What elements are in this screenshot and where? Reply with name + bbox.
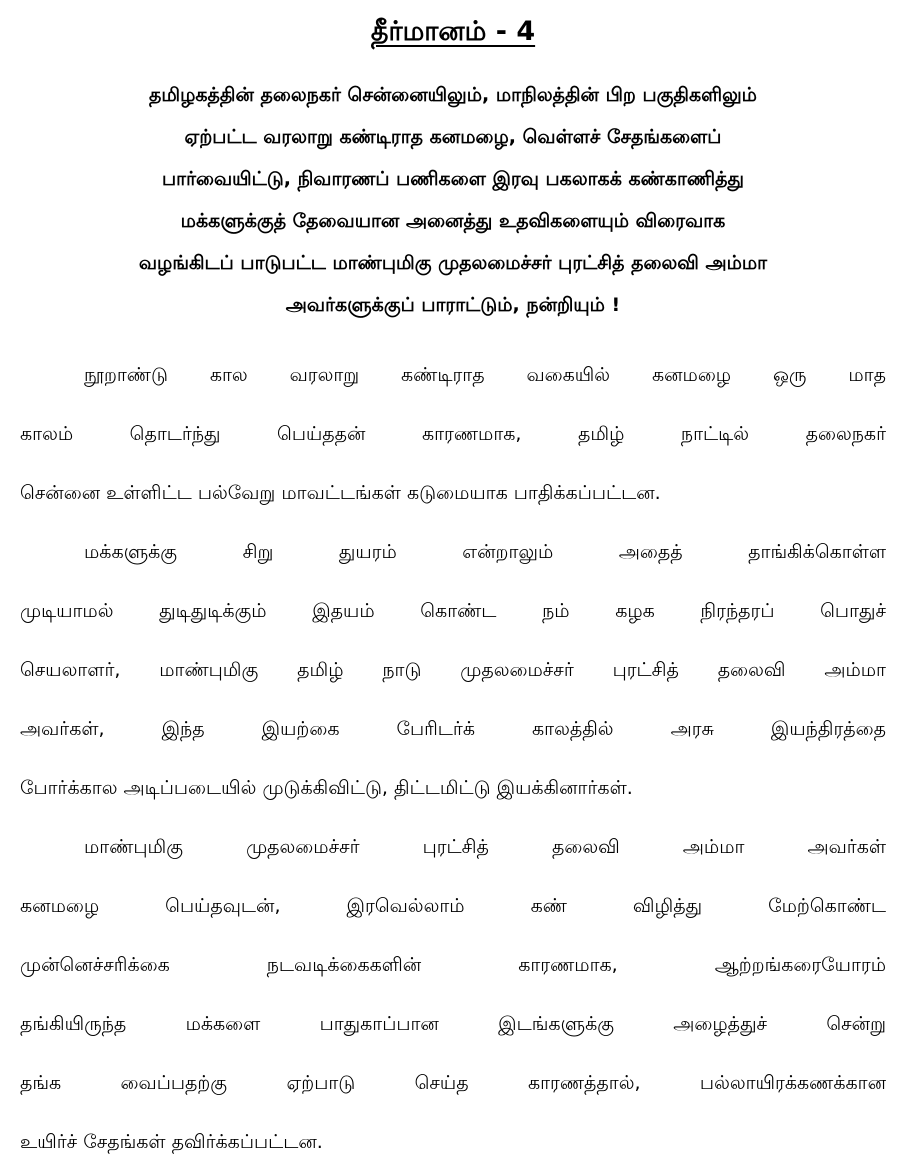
resolution-line: மக்களுக்குத் தேவையான அனைத்து உதவிகளையும் விரைவாக <box>180 210 726 232</box>
paragraph-line: முன்னெச்சரிக்கை நடவடிக்கைகளின் காரணமாக, ஆற்றங்கரையோரம் <box>20 954 886 976</box>
paragraph-line: போர்க்கால அடிப்படையில் முடுக்கிவிட்டு, திட்டமிட்டு இயக்கினார்கள். <box>20 777 633 799</box>
paragraph-line: தங்க வைப்பதற்கு ஏற்பாடு செய்த காரணத்தால், பல்லாயிரக்கணக்கான <box>20 1072 886 1094</box>
body-paragraph-3 <box>20 818 886 1172</box>
resolution-line: வழங்கிடப் பாடுபட்ட மாண்புமிகு முதலமைச்சர் புரட்சித் தலைவி அம்மா <box>138 252 768 274</box>
paragraph-line: சென்னை உள்ளிட்ட பல்வேறு மாவட்டங்கள் கடுமையாக பாதிக்கப்பட்டன. <box>20 482 661 504</box>
paragraph-line: செயலாளர், மாண்புமிகு தமிழ் நாடு முதலமைச்சர் புரட்சித் தலைவி அம்மா <box>20 659 886 681</box>
paragraph-line: மாண்புமிகு முதலமைச்சர் புரட்சித் தலைவி அம்மா அவர்கள் <box>84 836 886 858</box>
page-title <box>20 12 886 52</box>
paragraph-line: மக்களுக்கு சிறு துயரம் என்றாலும் அதைத் தாங்கிக்கொள்ள <box>84 541 886 563</box>
paragraph-line: காலம் தொடர்ந்து பெய்ததன் காரணமாக, தமிழ் நாட்டில் தலைநகர் <box>20 423 886 445</box>
paragraph-line: உயிர்ச் சேதங்கள் தவிர்க்கப்பட்டன. <box>20 1131 323 1153</box>
paragraph-line: தங்கியிருந்த மக்களை பாதுகாப்பான இடங்களுக்கு அழைத்துச் சென்று <box>20 1013 886 1035</box>
title-text: தீர்மானம் - 4 <box>370 16 536 47</box>
body-paragraph-2 <box>20 523 886 818</box>
paragraph-line: முடியாமல் துடிதுடிக்கும் இதயம் கொண்ட நம் கழக நிரந்தரப் பொதுச் <box>20 600 886 622</box>
resolution-heading <box>38 74 868 326</box>
paragraph-line: நூறாண்டு கால வரலாறு கண்டிராத வகையில் கனமழை ஒரு மாத <box>84 364 886 386</box>
resolution-line: தமிழகத்தின் தலைநகர் சென்னையிலும், மாநிலத்தின் பிற பகுதிகளிலும் <box>149 84 757 106</box>
resolution-line: ஏற்பட்ட வரலாறு கண்டிராத கனமழை, வெள்ளச் சேதங்களைப் <box>184 126 722 148</box>
resolution-line: பார்வையிட்டு, நிவாரணப் பணிகளை இரவு பகலாகக் கண்காணித்து <box>162 168 744 190</box>
paragraph-line: அவர்கள், இந்த இயற்கை பேரிடர்க் காலத்தில் அரசு இயந்திரத்தை <box>20 718 886 740</box>
body-paragraph-1 <box>20 346 886 523</box>
resolution-line: அவர்களுக்குப் பாராட்டும், நன்றியும் ! <box>285 294 621 316</box>
paragraph-line: கனமழை பெய்தவுடன், இரவெல்லாம் கண் விழித்து மேற்கொண்ட <box>20 895 886 917</box>
